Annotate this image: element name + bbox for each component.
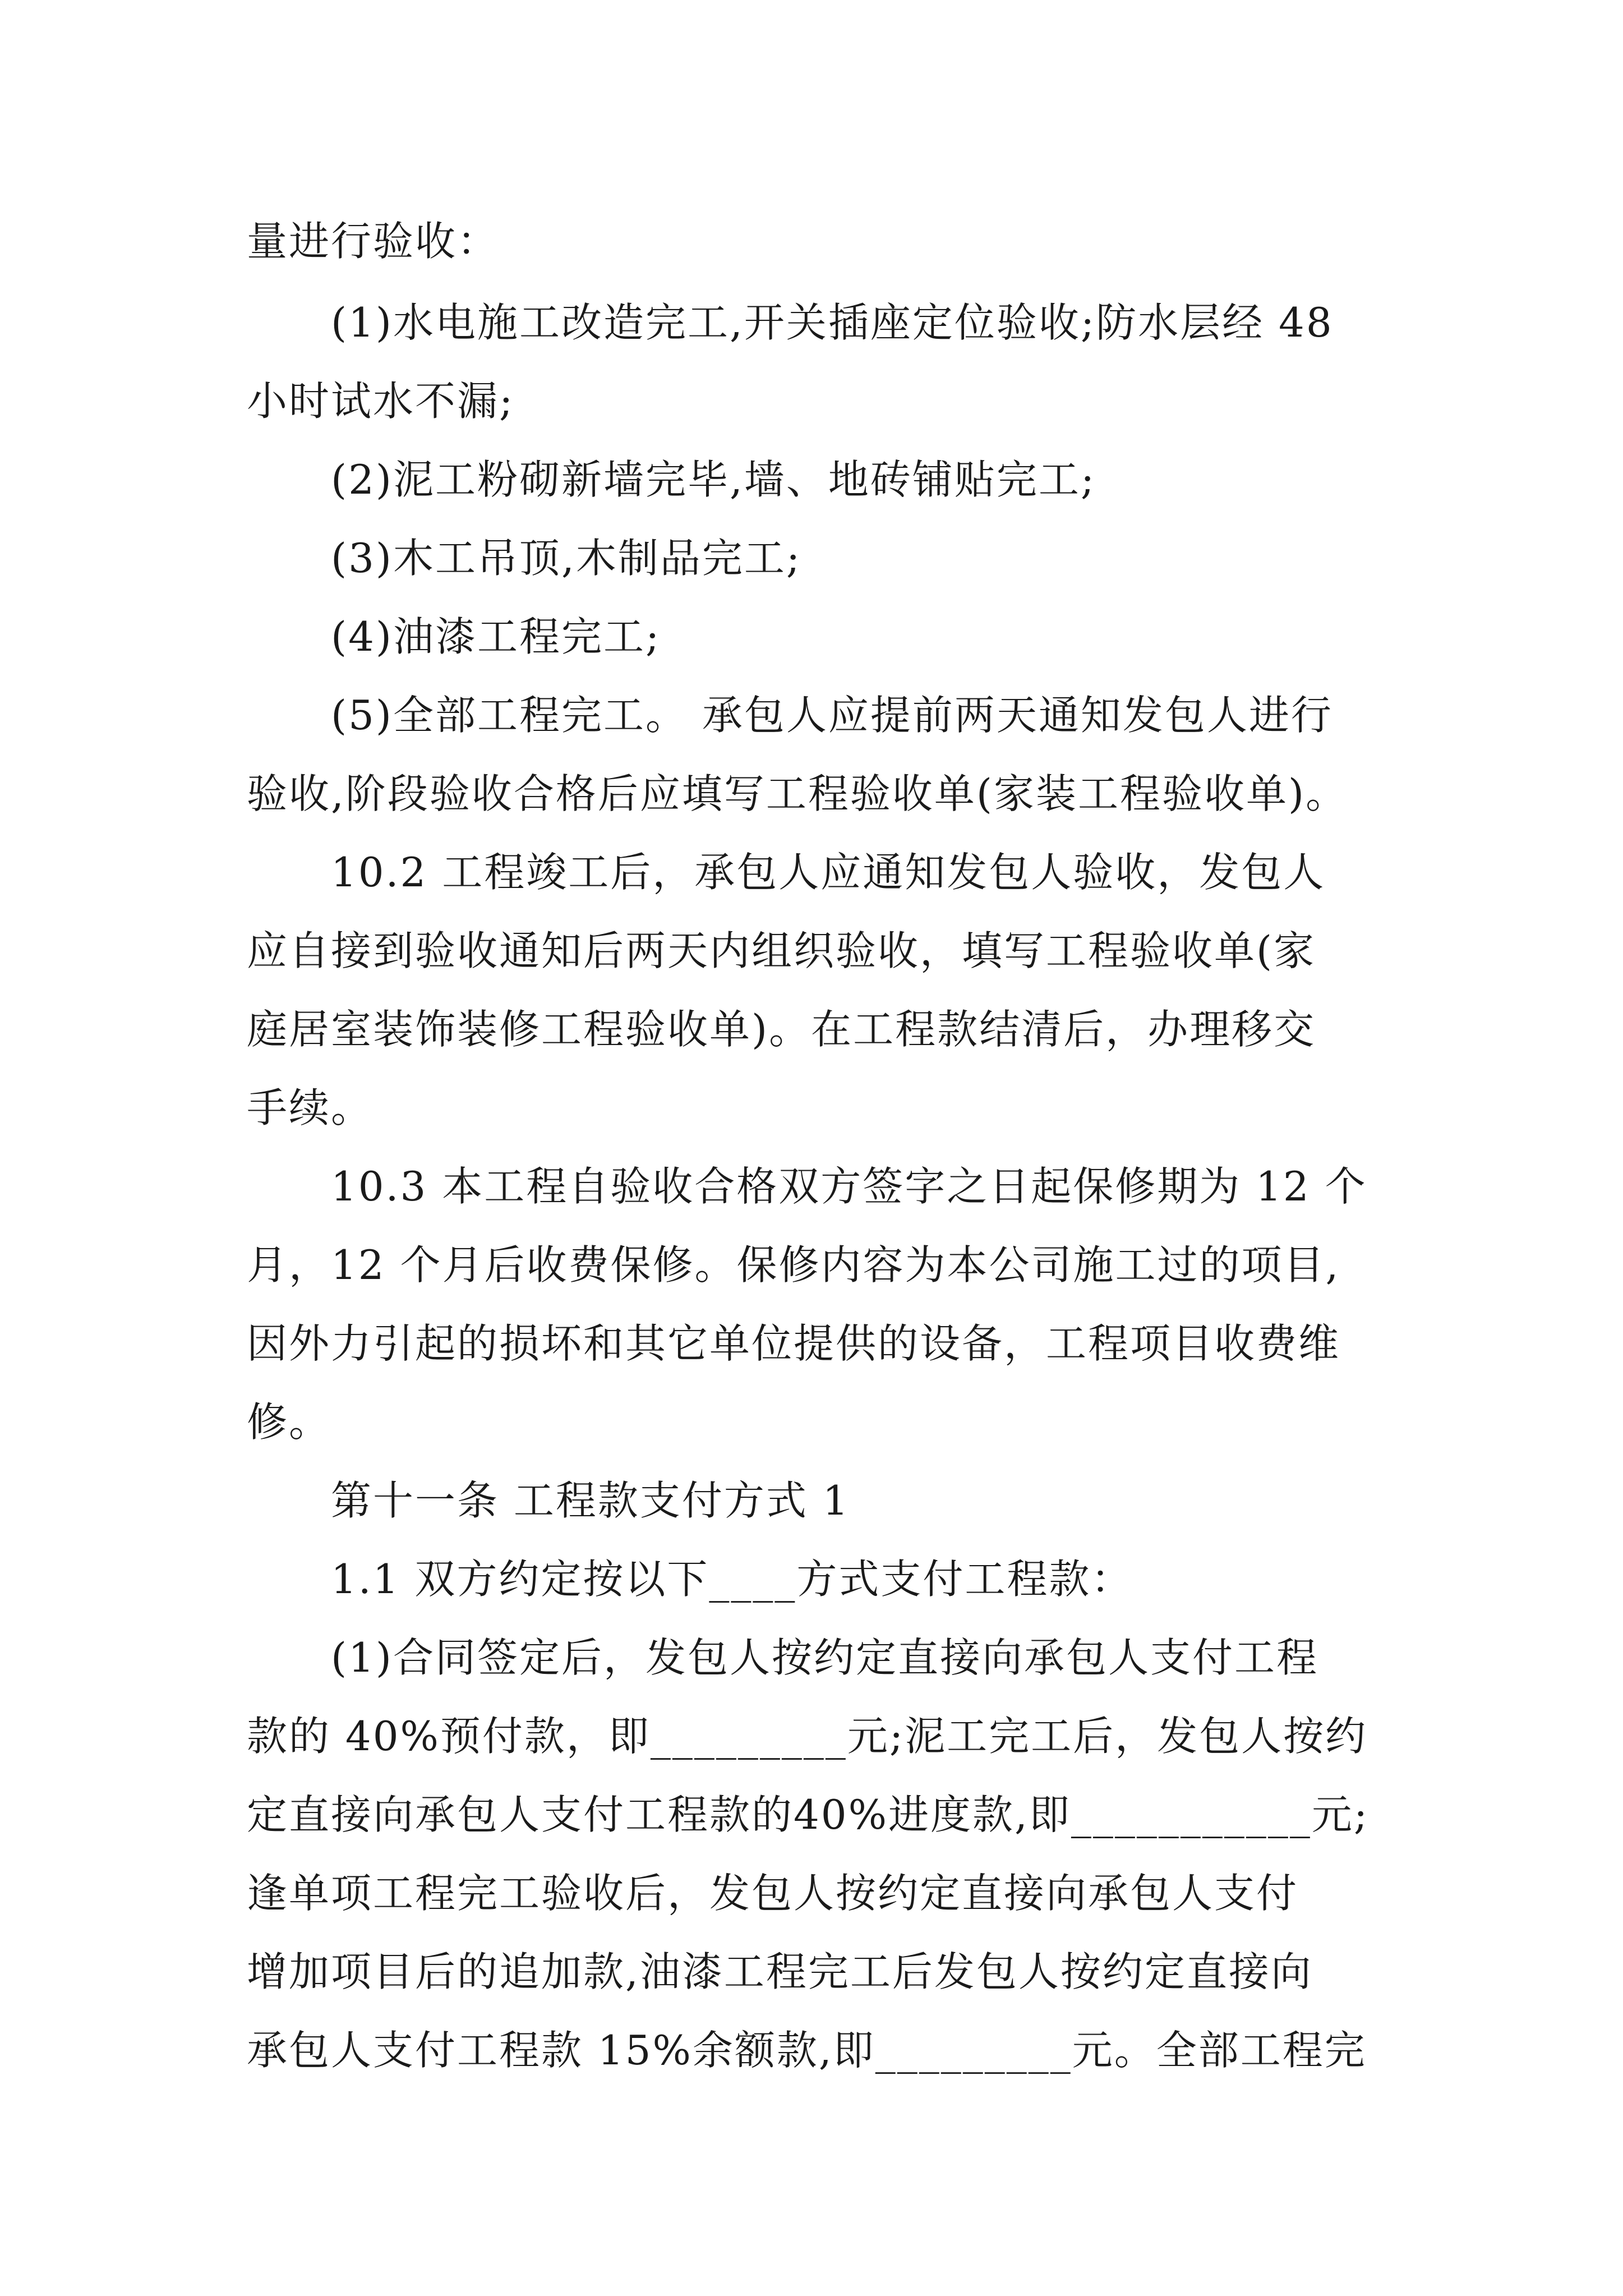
list-item: (5)全部工程完工。 承包人应提前两天通知发包人进行 [331,692,1333,739]
text-line: 月，12 个月后收费保修。保修内容为本公司施工过的项目, [247,1241,1340,1289]
list-item: (4)油漆工程完工; [331,613,661,660]
text-line: 承包人支付工程款 15%余额款,即_________元。全部工程完 [247,2027,1367,2074]
text-line: 小时试水不漏; [247,378,515,425]
list-item: (1)水电施工改造完工,开关插座定位验收;防水层经 48 [331,299,1334,346]
list-item: (2)泥工粉砌新墙完毕,墙、地砖铺贴完工; [331,456,1096,503]
text-line: 修。 [247,1398,331,1446]
list-item: (3)木工吊顶,木制品完工; [331,535,802,582]
text-line: 逢单项工程完工验收后，发包人按约定直接向承包人支付 [247,1870,1299,1917]
paragraph-start: 10.2 工程竣工后，承包人应通知发包人验收，发包人 [331,849,1326,896]
text-line: 款的 40%预付款，即_________元;泥工完工后，发包人按约 [247,1713,1368,1760]
text-line: 手续。 [247,1084,374,1131]
list-item: (1)合同签定后，发包人按约定直接向承包人支付工程 [331,1634,1318,1681]
section-heading: 第十一条 工程款支付方式 1 [331,1477,850,1524]
text-line: 因外力引起的损坏和其它单位提供的设备，工程项目收费维 [247,1320,1341,1367]
text-line: 量进行验收： [247,218,500,265]
text-line: 定直接向承包人支付工程款的40%进度款,即___________元; [247,1791,1370,1838]
text-line: 庭居室装饰装修工程验收单)。在工程款结清后，办理移交 [247,1006,1316,1053]
text-line: 验收,阶段验收合格后应填写工程验收单(家装工程验收单)。 [247,770,1348,817]
clause-heading: 1.1 双方约定按以下____方式支付工程款： [331,1556,1133,1603]
text-line: 增加项目后的追加款,油漆工程完工后发包人按约定直接向 [247,1948,1313,1995]
paragraph-start: 10.3 本工程自验收合格双方签字之日起保修期为 12 个 [331,1163,1367,1210]
text-line: 应自接到验收通知后两天内组织验收，填写工程验收单(家 [247,927,1316,974]
